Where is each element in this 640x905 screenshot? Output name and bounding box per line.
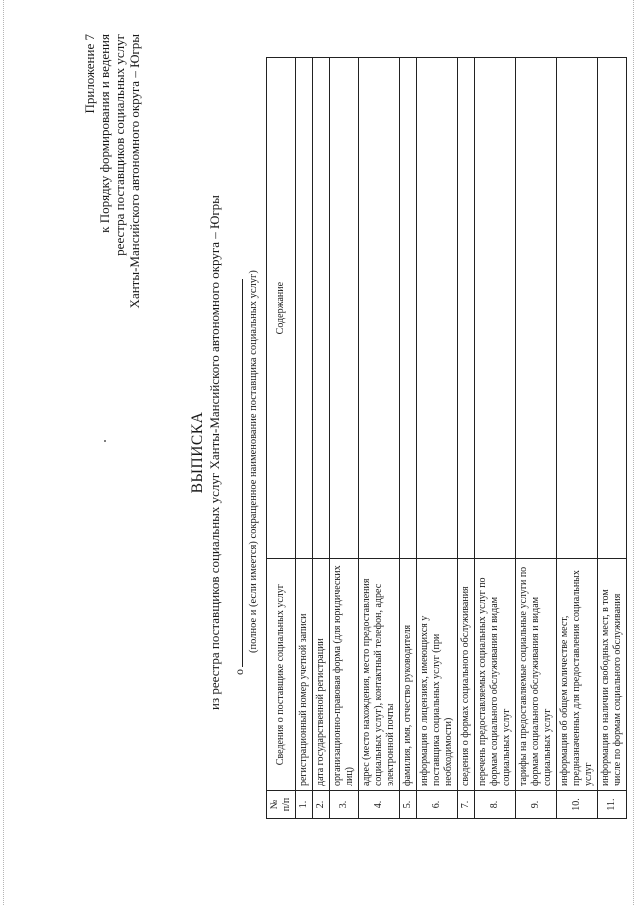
table-row [296,58,313,819]
row-info: информация об общем количестве мест, предназначенных для предоставления социальных услуг [557,559,598,791]
table-header-row [267,58,296,819]
row-content [557,58,598,559]
table-row [557,58,598,819]
table-row [359,58,400,819]
row-number: 3. [330,791,359,819]
appendix-reference-line-1: к Порядку формирования и ведения [97,34,112,233]
provider-name-caption: (полное и (если имеется) сокращенное наименование поставщика социальных услуг) [248,270,259,653]
row-info: регистрационный номер учетной записи [296,559,313,791]
row-number: 5. [400,791,417,819]
row-content [458,58,475,559]
row-content [598,58,627,559]
appendix-reference-line-3: Ханты-Мансийского автономного округа – Югры [127,34,142,309]
row-info: сведения о формах социального обслуживания [458,559,475,791]
table-row [417,58,458,819]
row-info: фамилия, имя, отчество руководителя [400,559,417,791]
table-row [400,58,417,819]
row-number: 7. [458,791,475,819]
row-content [313,58,330,559]
row-content [475,58,516,559]
column-header-content: Содержание [267,58,296,559]
row-info: дата государственной регистрации [313,559,330,791]
table-row [458,58,475,819]
row-info: информация о наличии свободных мест, в том числе по формам социального обслуживания [598,559,627,791]
appendix-reference-line-2: реестра поставщиков социальных услуг [112,34,127,256]
row-info: организационно-правовая форма (для юридических лиц) [330,559,359,791]
row-content [296,58,313,559]
table-row [475,58,516,819]
row-content [516,58,557,559]
column-header-number: № п/п [267,791,296,819]
provider-name-line [232,279,247,675]
row-number: 6. [417,791,458,819]
row-number: 8. [475,791,516,819]
row-info: перечень предоставляемых социальных услуг по формам социального обслуживания и видам социальных услуг [475,559,516,791]
row-number: 1. [296,791,313,819]
row-number: 2. [313,791,330,819]
row-info: адрес (место нахождения, место предоставления социальных услуг), контактный телефон, адрес электронной почты [359,559,400,791]
table-row [313,58,330,819]
table-row [598,58,627,819]
row-number: 9. [516,791,557,819]
row-content [417,58,458,559]
column-header-info: Сведения о поставщике социальных услуг [267,559,296,791]
row-number: 4. [359,791,400,819]
row-info: тарифы на предоставляемые социальные услуги по формам социального обслуживания и видам социальных услуг [516,559,557,791]
row-number: 11. [598,791,627,819]
provider-info-table [266,57,627,819]
table-row [516,58,557,819]
document-title: ВЫПИСКА [189,411,206,494]
appendix-block [82,34,142,314]
table-row [330,58,359,819]
row-content [359,58,400,559]
row-content [330,58,359,559]
appendix-number: Приложение 7 [82,34,97,114]
document-subtitle: из реестра поставщиков социальных услуг Ханты-Мансийского автономного округа – Югры [207,195,222,710]
provider-name-blank [242,279,243,667]
provider-name-prefix: о [232,669,246,675]
row-content [400,58,417,559]
row-number: 10. [557,791,598,819]
row-info: информация о лицензиях, имеющихся у поставщика социальных услуг (при необходимости) [417,559,458,791]
